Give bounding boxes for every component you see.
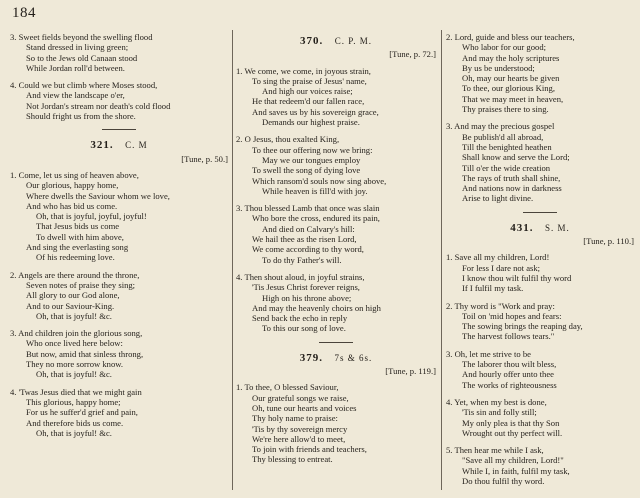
verse-line: Oh, that is joyful, joyful, joyful! (36, 211, 147, 222)
stanza (446, 397, 634, 438)
verse-line: 'Tis Jesus Christ forever reigns, (252, 282, 360, 293)
verse-line: Be publish'd all abroad, (462, 131, 544, 142)
verse-line: 'Tis sin and folly still; (462, 407, 537, 418)
column-divider (441, 30, 442, 490)
verse-line: Who once lived here below: (26, 338, 123, 349)
tune-reference: [Tune, p. 119.] (385, 366, 436, 377)
column-divider (232, 30, 233, 490)
verse-line: 4. 'Twas Jesus died that we might gain (10, 386, 142, 397)
column-middle (236, 32, 436, 472)
stanza-group (10, 32, 228, 121)
stanza (10, 328, 228, 379)
verse-line: If I fulfil my task. (462, 283, 524, 294)
stanza (10, 170, 228, 263)
verse-line: Do thou fulfil thy word. (462, 475, 545, 486)
stanza (446, 252, 634, 293)
verse-line: Thy blessing to entreat. (252, 454, 333, 465)
verse-line: But now, amid that sinless throng, (26, 348, 144, 359)
column-right (446, 32, 634, 493)
verse-line: This glorious, happy home; (26, 396, 121, 407)
stanza (446, 301, 634, 342)
page-number: 184 (12, 5, 36, 21)
verse-line: Where dwells the Saviour whom we love, (26, 190, 170, 201)
verse-line: That Jesus bids us come (36, 221, 120, 232)
verse-line: 3. Thou blessed Lamb that once was slain (236, 203, 380, 214)
stanza (236, 134, 436, 196)
verse-line: High on his throne above; (262, 292, 352, 303)
verse-line: To dwell with him above, (36, 231, 124, 242)
verse-line: 3. Sweet fields beyond the swelling flood (10, 32, 153, 42)
verse-line: And died on Calvary's hill: (262, 223, 355, 234)
verse-line: My only plea is that thy Son (462, 417, 560, 428)
verse-line: Thy praises there to sing. (462, 104, 549, 115)
verse-line: And to our Saviour-King. (26, 300, 115, 311)
verse-line: Oh, tune our hearts and voices (252, 402, 357, 413)
verse-line: Oh, may our hearts be given (462, 73, 560, 84)
stanza-group (446, 252, 634, 486)
hymn-number: 431. (510, 221, 534, 234)
verse-line: And who has bid us come. (26, 200, 118, 211)
verse-line: 3. And may the precious gospel (446, 121, 555, 132)
verse-line: Should fright us from the shore. (26, 111, 136, 122)
verse-line: Oh, that is joyful! &c. (36, 369, 112, 380)
stanza (10, 387, 228, 438)
verse-line: I know thou wilt fulfil thy word (462, 272, 572, 283)
verse-line: The harvest follows tears." (462, 331, 555, 342)
verse-line: 5. Then hear me while I ask, (446, 445, 544, 456)
verse-line: Our glorious, happy home, (26, 180, 119, 191)
verse-line: To join with friends and teachers, (252, 444, 367, 455)
verse-line: The works of righteousness (462, 379, 557, 390)
verse-line: That we may meet in heaven, (462, 93, 564, 104)
verse-line: 2. O Jesus, thou exalted King, (236, 134, 340, 145)
verse-line: Oh, that is joyful! &c. (36, 310, 112, 321)
verse-line: The rays of truth shall shine, (462, 172, 561, 183)
stanza-group (236, 382, 436, 464)
verse-line: Wrought out thy perfect will. (462, 427, 563, 438)
verse-line: For us he suffer'd grief and pain, (26, 407, 138, 418)
verse-line: And hourly offer unto thee (462, 369, 554, 380)
verse-line: To thee, our glorious King, (462, 83, 555, 94)
verse-line: 4. Yet, when my best is done, (446, 396, 547, 407)
verse-line: To do thy Father's will. (262, 254, 342, 265)
verse-line: To sing the praise of Jesus' name, (252, 75, 367, 86)
hymn-header (236, 353, 436, 364)
verse-line: By us be understood; (462, 62, 535, 73)
verse-line: 4. Could we but climb where Moses stood, (10, 80, 158, 91)
stanza (236, 66, 436, 128)
verse-line: We come according to thy word, (252, 244, 364, 255)
verse-line: And view the landscape o'er, (26, 90, 125, 101)
verse-line: While heaven is fill'd with joy. (262, 185, 368, 196)
hymn-number: 321. (90, 139, 114, 152)
verse-line: All glory to our God alone, (26, 290, 120, 301)
hymn-number: 370. (299, 35, 324, 47)
verse-line: Thy holy name to praise: (252, 413, 338, 424)
verse-line: Till the benighted heathen (462, 141, 552, 152)
verse-line: 2. Lord, guide and bless our teachers, (446, 32, 575, 42)
verse-line: To thee our offering now we bring: (252, 144, 373, 155)
verse-line: Who labor for our good; (462, 42, 547, 53)
verse-line: And may the holy scriptures (462, 52, 560, 63)
section-separator (523, 212, 557, 213)
verse-line: Not Jordan's stream nor death's cold flood (26, 100, 171, 111)
verse-line: "Save all my children, Lord!" (462, 455, 564, 466)
verse-line: 1. Save all my children, Lord! (446, 252, 550, 263)
verse-line: While I, in faith, fulfil my task, (462, 465, 570, 476)
verse-line: For less I dare not ask; (462, 262, 541, 273)
verse-line: 3. And children join the glorious song, (10, 328, 143, 339)
stanza (10, 270, 228, 321)
verse-line: 2. Thy word is "Work and pray: (446, 300, 555, 311)
verse-line: May we our tongues employ (262, 154, 361, 165)
section-separator (319, 342, 353, 343)
verse-line: He that redeem'd our fallen race, (252, 96, 365, 107)
section-separator (102, 129, 136, 130)
hymn-meter: 7s & 6s. (334, 352, 373, 363)
verse-line: Stand dressed in living green; (26, 42, 129, 53)
tune-reference: [Tune, p. 50.] (181, 153, 228, 164)
stanza (236, 272, 436, 334)
verse-line: Who bore the cross, endured its pain, (252, 213, 380, 224)
hymn-number: 379. (299, 351, 323, 364)
verse-line: We hail thee as the risen Lord, (252, 234, 357, 245)
verse-line: Of his redeeming love. (36, 252, 115, 263)
verse-line: Our grateful songs we raise, (252, 392, 349, 403)
verse-line: To this our song of love. (262, 323, 346, 334)
verse-line: And high our voices raise; (262, 86, 353, 97)
verse-line: The laborer thou wilt bless, (462, 359, 557, 370)
verse-line: 1. To thee, O blessed Saviour, (236, 382, 339, 393)
verse-line: Demands our highest praise. (262, 117, 360, 128)
verse-line: And may the heavenly choirs on high (252, 302, 381, 313)
verse-line: And therefore bids us come. (26, 417, 124, 428)
hymn-meter: C. M (125, 140, 148, 151)
verse-line: Arise to light divine. (462, 193, 534, 204)
hymn-header (10, 140, 228, 151)
verse-line: And sing the everlasting song (26, 242, 129, 253)
verse-line: Shall know and serve the Lord; (462, 152, 570, 163)
hymn-header (236, 36, 436, 47)
tune-reference: [Tune, p. 110.] (583, 236, 634, 247)
hymn-meter: S. M. (544, 222, 570, 233)
hymn-header (446, 223, 634, 234)
verse-line: Send back the echo in reply (252, 313, 348, 324)
verse-line: Till o'er the wide creation (462, 162, 551, 173)
verse-line: 4. Then shout aloud, in joyful strains, (236, 271, 365, 282)
verse-line: We're here allow'd to meet, (252, 433, 346, 444)
verse-line: 1. Come, let us sing of heaven above, (10, 169, 139, 180)
verse-line: While Jordan roll'd between. (26, 62, 125, 73)
stanza (446, 121, 634, 203)
column-left (10, 32, 228, 445)
stanza-group (10, 170, 228, 438)
stanza-group (446, 32, 634, 204)
verse-line: Which ransom'd souls now sing above, (252, 175, 387, 186)
verse-line: They no more sorrow know. (26, 359, 124, 370)
verse-line: Seven notes of praise they sing; (26, 279, 136, 290)
tune-reference: [Tune, p. 72.] (389, 49, 436, 60)
verse-line: 3. Oh, let me strive to be (446, 348, 531, 359)
verse-line: And nations now in darkness (462, 183, 562, 194)
verse-line: Toil on 'mid hopes and fears: (462, 310, 562, 321)
stanza (446, 32, 634, 114)
stanza-group (236, 66, 436, 334)
verse-line: To swell the song of dying love (252, 165, 361, 176)
verse-line: 'Tis by thy sovereign mercy (252, 423, 348, 434)
stanza (236, 382, 436, 464)
stanza (10, 32, 228, 73)
verse-line: And saves us by his sovereign grace, (252, 106, 379, 117)
verse-line: So to the Jews old Canaan stood (26, 52, 138, 63)
verse-line: 1. We come, we come, in joyous strain, (236, 65, 371, 76)
stanza (446, 445, 634, 486)
verse-line: Oh, that is joyful! &c. (36, 427, 112, 438)
stanza (10, 80, 228, 121)
stanza (236, 203, 436, 265)
hymn-meter: C. P. M. (334, 36, 372, 46)
verse-line: The sowing brings the reaping day, (462, 321, 583, 332)
verse-line: 2. Angels are there around the throne, (10, 269, 140, 280)
stanza (446, 349, 634, 390)
